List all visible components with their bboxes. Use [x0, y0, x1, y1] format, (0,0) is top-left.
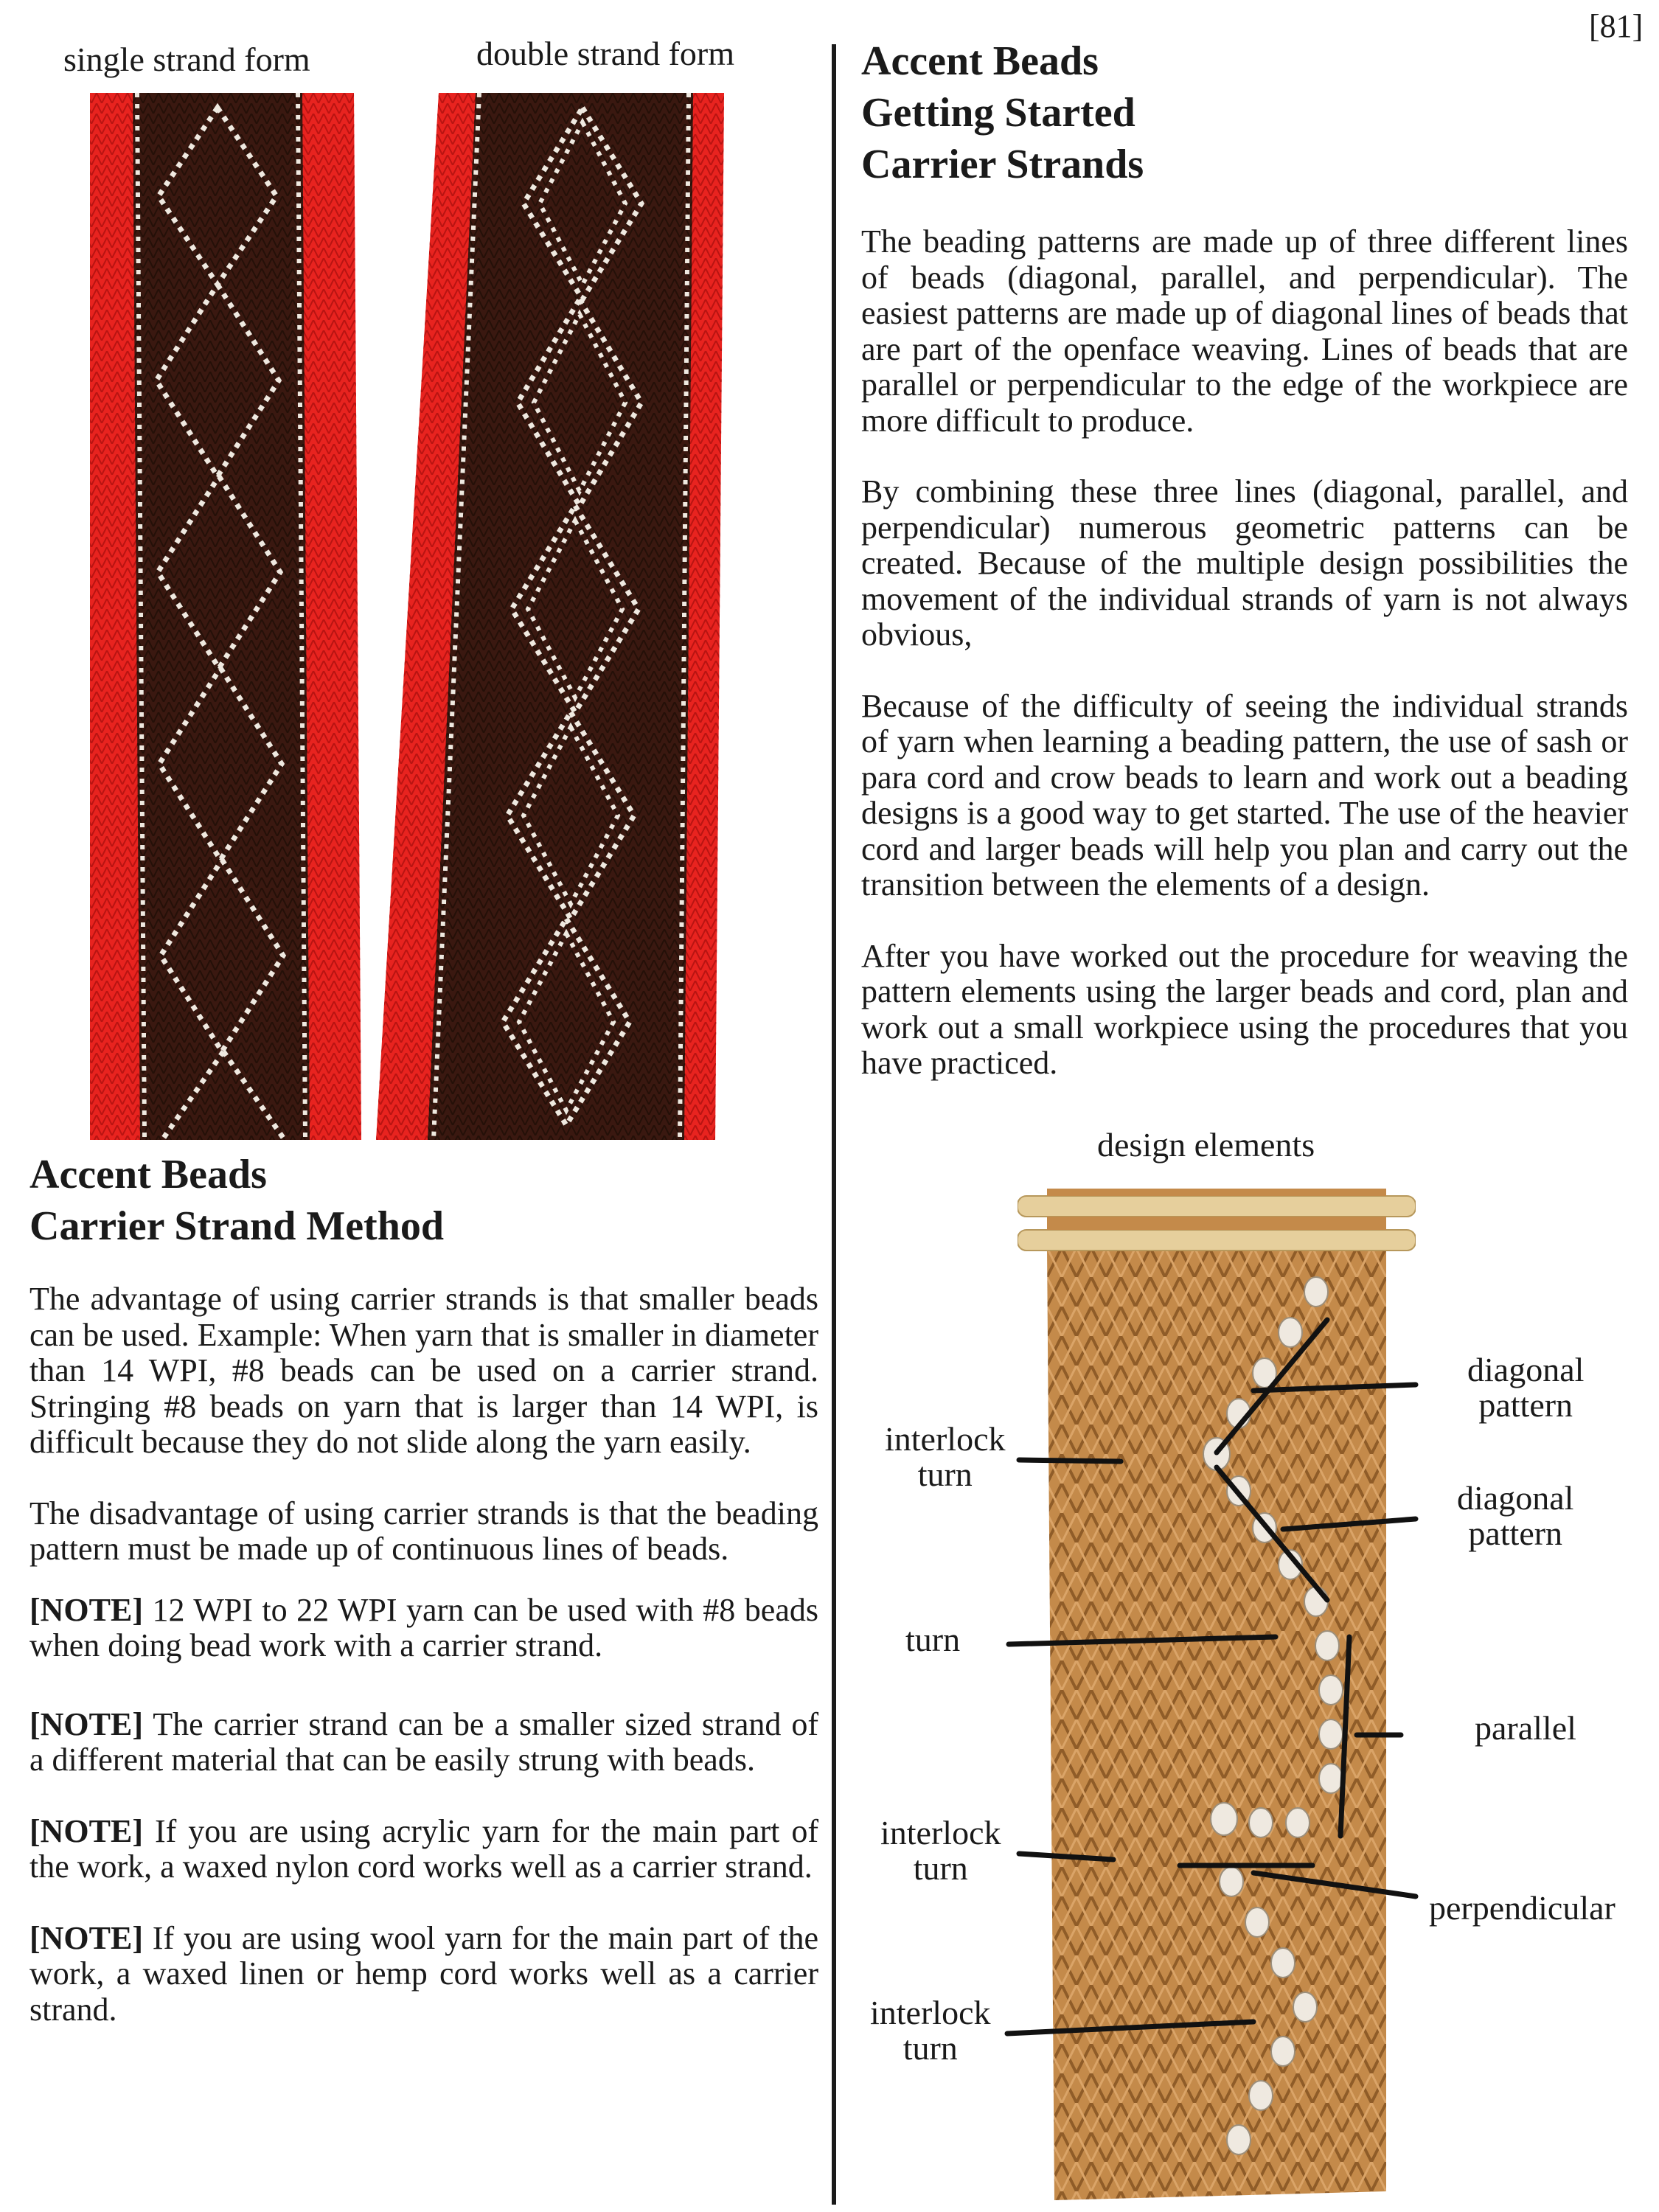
label-interlock-turn-2 [880, 1815, 1001, 1886]
note-1-text: 12 WPI to 22 WPI yarn can be used with #8 beads when doing bead work with a carrier strand. [29, 1591, 818, 1663]
right-paragraph-1: The beading patterns are made up of three different lines of beads (diagonal, parallel, and perpendicular). The easiest patterns are made up of diagonal lines of beads that are part of the openface weaving. Lines of beads that are parallel or perpendicular to the edge of the workpiece are more difficult to produce. [861, 223, 1628, 439]
label-diagonal-1-line-1: diagonal [1467, 1351, 1585, 1388]
note-3-tag: [NOTE] [29, 1812, 143, 1849]
right-heading [861, 35, 1144, 190]
label-interlock-turn-1-line-1: interlock [885, 1420, 1006, 1458]
left-heading-line-1: Accent Beads [29, 1152, 267, 1197]
label-interlock-turn-1-line-2: turn [917, 1455, 973, 1493]
label-diagonal-1 [1467, 1352, 1584, 1423]
single-strand-sash [90, 93, 361, 1140]
design-elements-caption: design elements [1097, 1126, 1315, 1164]
label-diagonal-1-line-2: pattern [1478, 1386, 1573, 1424]
pointer-interlock-turn-3 [1007, 2022, 1253, 2034]
note-1 [29, 1593, 818, 1664]
column-divider [832, 44, 836, 2205]
pointer-lines-lower [1003, 1991, 1298, 2050]
label-interlock-turn-3-line-1: interlock [870, 1994, 991, 2031]
caption-double-strand: double strand form [476, 35, 735, 72]
label-interlock-turn-3-line-2: turn [902, 2029, 958, 2067]
label-parallel: parallel [1475, 1709, 1576, 1747]
pointer-interlock-turn-2 [1019, 1854, 1113, 1860]
note-4-tag: [NOTE] [29, 1919, 143, 1956]
pointer-diagonal-1 [1253, 1385, 1416, 1391]
note-2 [29, 1707, 818, 1778]
pointer-perpendicular [1253, 1873, 1416, 1896]
right-heading-line-2: Getting Started [861, 90, 1135, 136]
label-turn: turn [905, 1621, 961, 1658]
left-heading-line-2: Carrier Strand Method [29, 1203, 444, 1249]
note-2-tag: [NOTE] [29, 1705, 143, 1742]
note-2-text: The carrier strand can be a smaller sized strand of a different material that can be easily strung with beads. [29, 1705, 818, 1778]
dowel-top [1018, 1196, 1416, 1217]
label-diagonal-2-line-2: pattern [1468, 1514, 1563, 1552]
right-paragraph-2: By combining these three lines (diagonal, parallel, and perpendicular) numerous geometric patterns can be created. Because of the multiple design possibilities the movement of the individual strands of yarn is not always obvious, [861, 473, 1628, 653]
right-paragraph-4: After you have worked out the procedure for weaving the pattern elements using the larger beads and cord, plan and work out a small workpiece using the procedures that you have practiced. [861, 937, 1628, 1081]
pointer-diagonal-2 [1283, 1519, 1416, 1529]
left-heading [29, 1149, 444, 1252]
note-4-text: If you are using wool yarn for the main part of the work, a waxed linen or hemp cord works well as a carrier strand. [29, 1919, 818, 2028]
caption-single-strand: single strand form [63, 41, 310, 78]
double-strand-sash [376, 93, 724, 1140]
note-4 [29, 1921, 818, 2028]
label-interlock-turn-1 [885, 1422, 1006, 1492]
left-paragraph-1: The advantage of using carrier strands is that smaller beads can be used. Example: When yarn that is smaller in diameter than 14 WPI, #8 beads can be used on a carrier strand. Stringing #8 beads on yarn that is larger than 14 WPI, is difficult because they do not slide along the yarn easily. [29, 1281, 818, 1460]
pointer-turn [1009, 1637, 1276, 1644]
label-diagonal-2-line-1: diagonal [1457, 1479, 1574, 1517]
note-3 [29, 1814, 818, 1885]
note-1-tag: [NOTE] [29, 1591, 143, 1628]
label-diagonal-2 [1457, 1481, 1573, 1551]
right-heading-line-1: Accent Beads [861, 38, 1099, 84]
dowel-bottom [1018, 1230, 1416, 1251]
pointer-lines [1003, 1253, 1430, 2065]
label-perpendicular: perpendicular [1429, 1889, 1615, 1927]
label-interlock-turn-2-line-2: turn [913, 1849, 968, 1887]
page-number: [81] [1589, 8, 1644, 44]
note-3-text: If you are using acrylic yarn for the main part of the work, a waxed nylon cord works well as a carrier strand. [29, 1812, 818, 1885]
pointer-diagonal-2-stroke [1217, 1467, 1327, 1600]
label-interlock-turn-3 [870, 1995, 991, 2066]
sash-photos [81, 93, 730, 1140]
pointer-parallel-stroke [1340, 1637, 1349, 1836]
right-body [861, 224, 1628, 1082]
left-body [29, 1281, 818, 2028]
left-paragraph-2: The disadvantage of using carrier strands is that the beading pattern must be made up of continuous lines of beads. [29, 1495, 818, 1567]
right-paragraph-3: Because of the difficulty of seeing the individual strands of yarn when learning a beading pattern, the use of sash or para cord and crow beads to learn and work out a beading designs is a good way to get started. The use of the heavier cord and larger beads will help you plan and carry out the transition between the elements of a design. [861, 687, 1628, 902]
pointer-interlock-turn-1 [1019, 1460, 1121, 1461]
label-interlock-turn-2-line-1: interlock [880, 1814, 1001, 1851]
right-heading-line-3: Carrier Strands [861, 142, 1144, 187]
